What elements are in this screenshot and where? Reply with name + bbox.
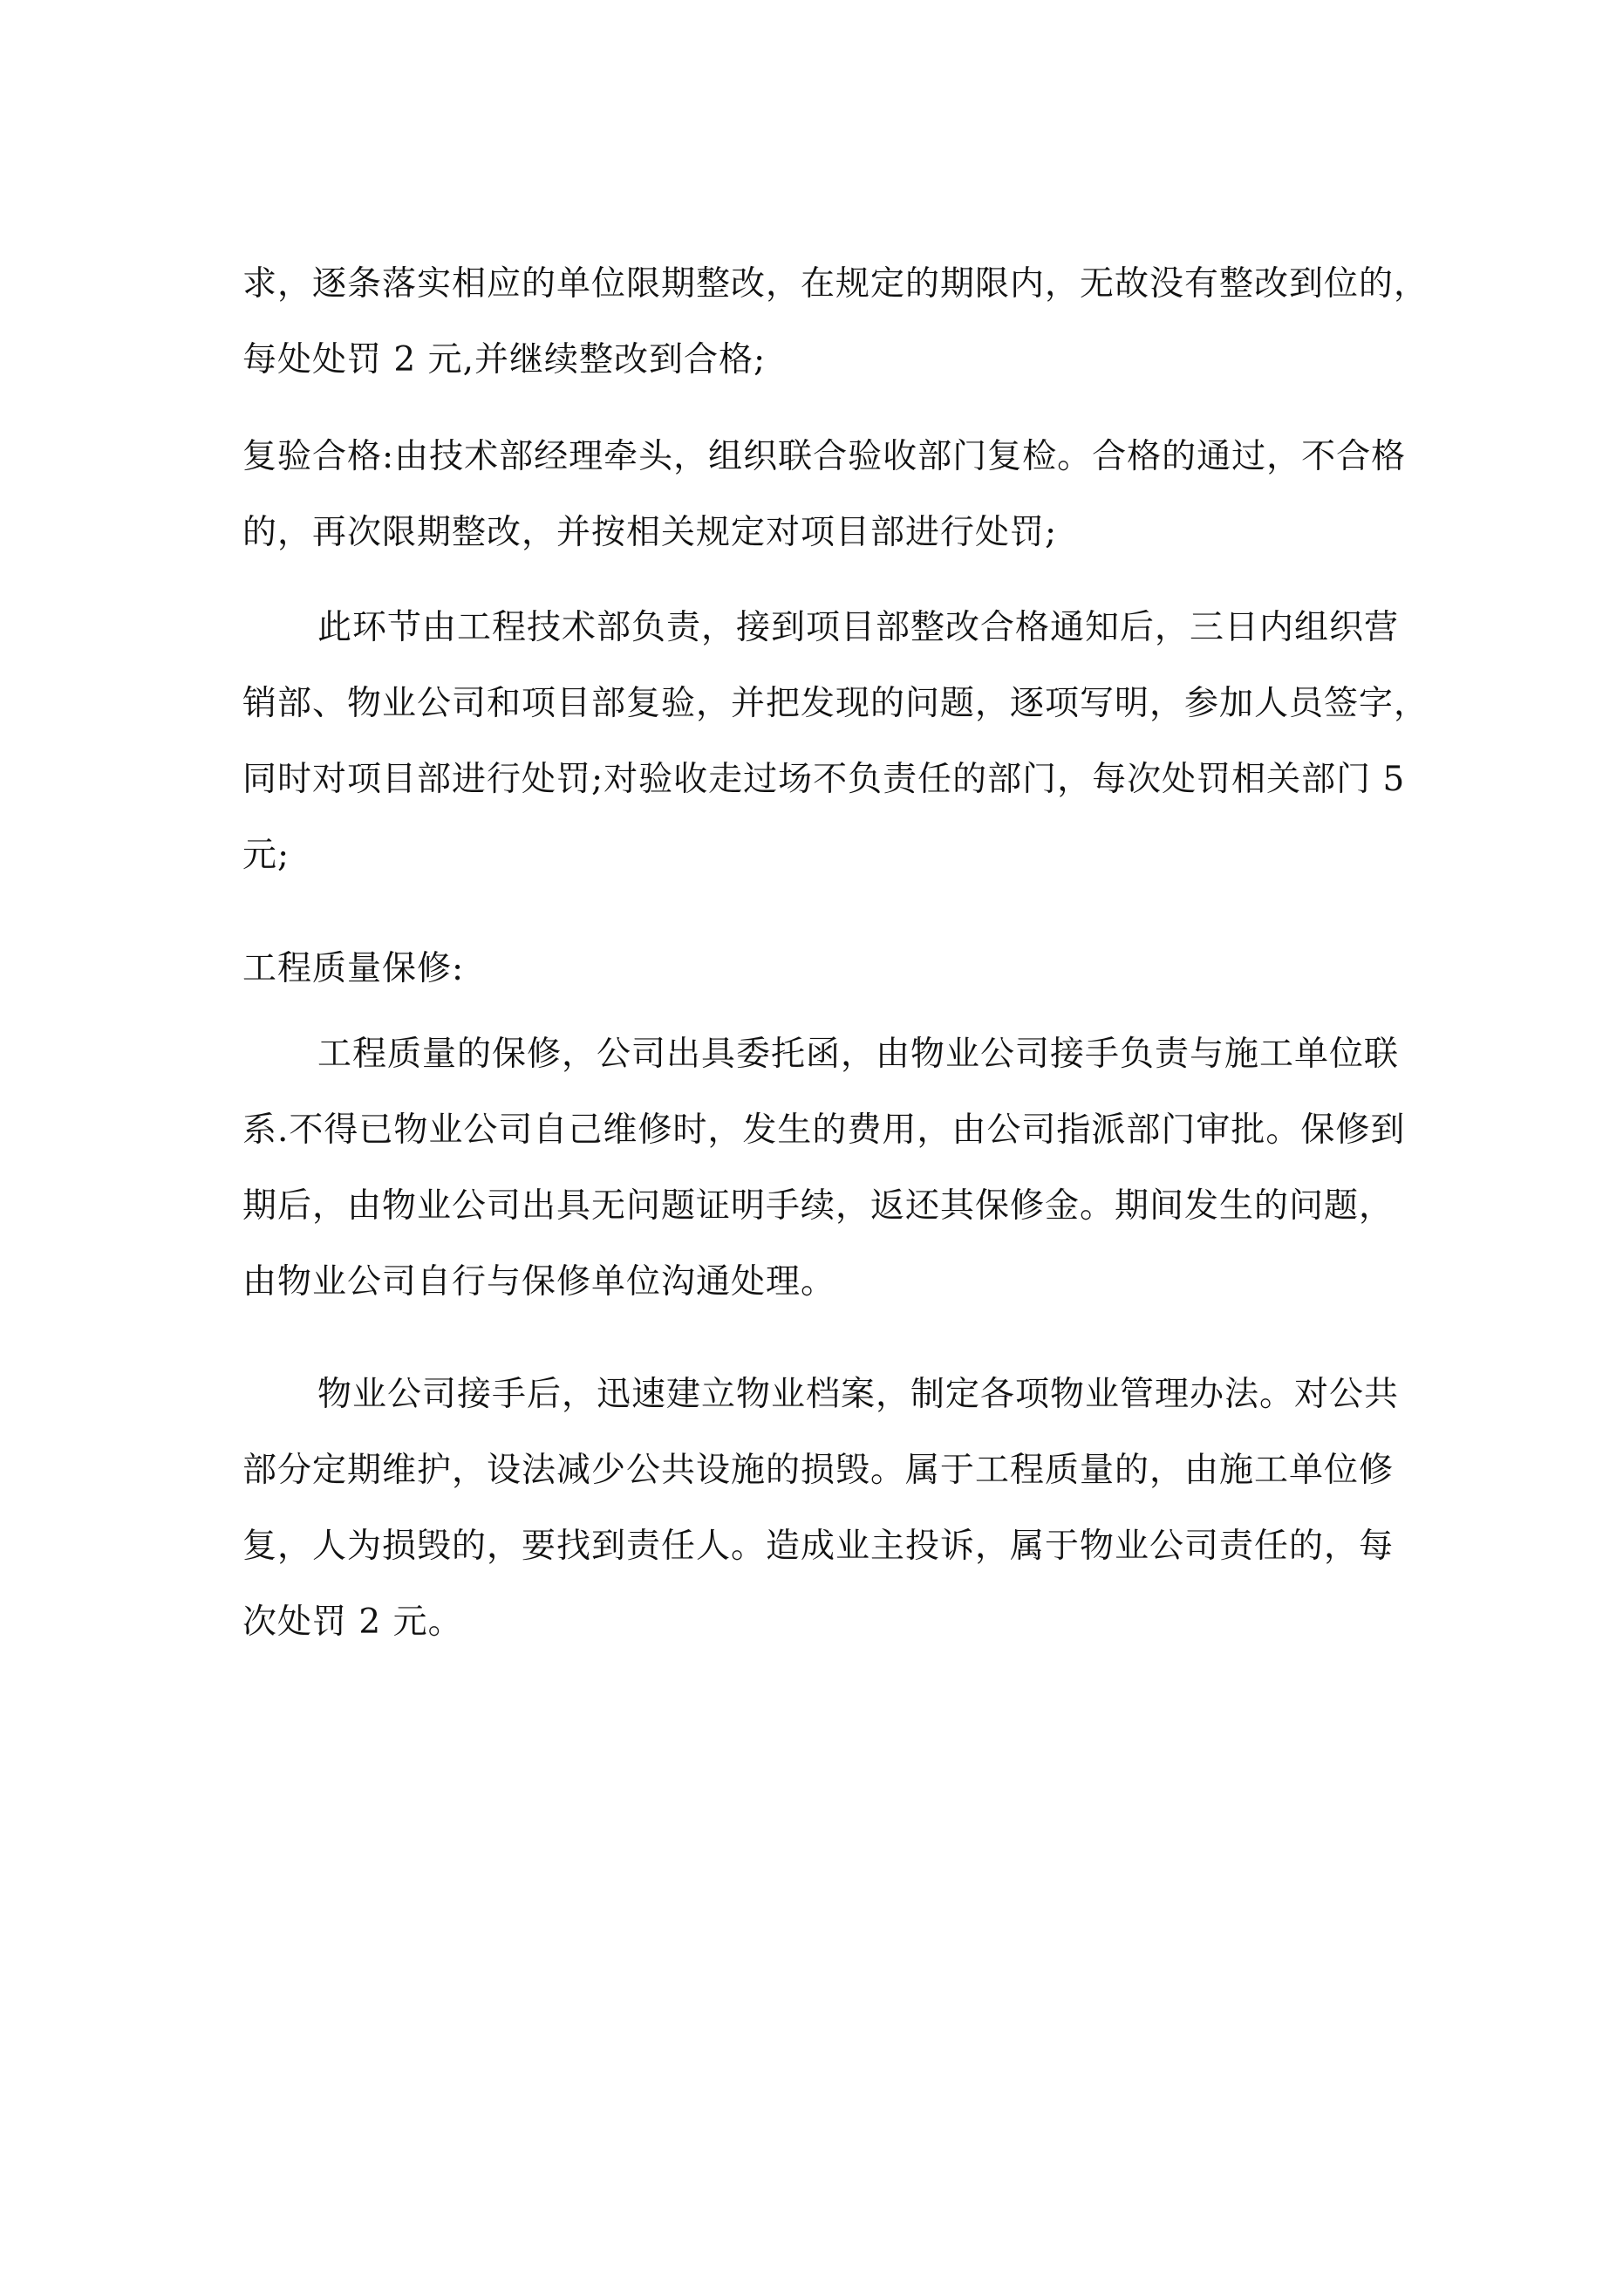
- text-line: 次处罚 2 元。: [242, 1602, 463, 1642]
- text-line: 此环节由工程技术部负责，接到项目部整改合格通知后，三日内组织营: [317, 608, 1400, 647]
- text-line: 的，再次限期整改，并按相关规定对项目部进行处罚;: [242, 513, 1058, 552]
- paragraph: [242, 246, 1429, 398]
- text-line: 每处处罚 2 元,并继续整改到合格;: [242, 340, 767, 379]
- text-line: 元;: [242, 836, 290, 875]
- section-heading: [242, 931, 1394, 1007]
- text-line: 物业公司接手后，迅速建立物业档案，制定各项物业管理办法。对公共: [317, 1375, 1400, 1414]
- text-line: 由物业公司自行与保修单位沟通处理。: [242, 1262, 836, 1302]
- text-line: 同时对项目部进行处罚;对验收走过场不负责任的部门，每次处罚相关部门 5: [242, 760, 1406, 799]
- text-line: 复，人为损毁的，要找到责任人。造成业主投诉，属于物业公司责任的，每: [242, 1527, 1395, 1566]
- paragraph: [242, 590, 1429, 893]
- paragraph: [242, 419, 1407, 571]
- text-line: 期后，由物业公司出具无问题证明手续，返还其保修金。期间发生的问题，: [242, 1186, 1395, 1226]
- text-line: 复验合格:由技术部经理牵头，组织联合验收部门复检。合格的通过，不合格: [242, 437, 1407, 476]
- paragraph: [242, 1016, 1406, 1320]
- text-line: 系.不得已物业公司自己维修时，发生的费用，由公司指派部门审批。保修到: [242, 1110, 1406, 1150]
- text-line: 工程质量保修:: [242, 949, 465, 988]
- text-line: 工程质量的保修，公司出具委托函，由物业公司接手负责与施工单位联: [317, 1035, 1400, 1074]
- text-line: 销部、物业公司和项目部复验，并把发现的问题，逐项写明，参加人员签字，: [242, 684, 1429, 723]
- text-line: 部分定期维护，设法减少公共设施的损毁。属于工程质量的，由施工单位修: [242, 1451, 1395, 1490]
- text-line: 求，逐条落实相应的单位限期整改，在规定的期限内，无故没有整改到位的，: [242, 264, 1429, 304]
- paragraph: [242, 1356, 1400, 1660]
